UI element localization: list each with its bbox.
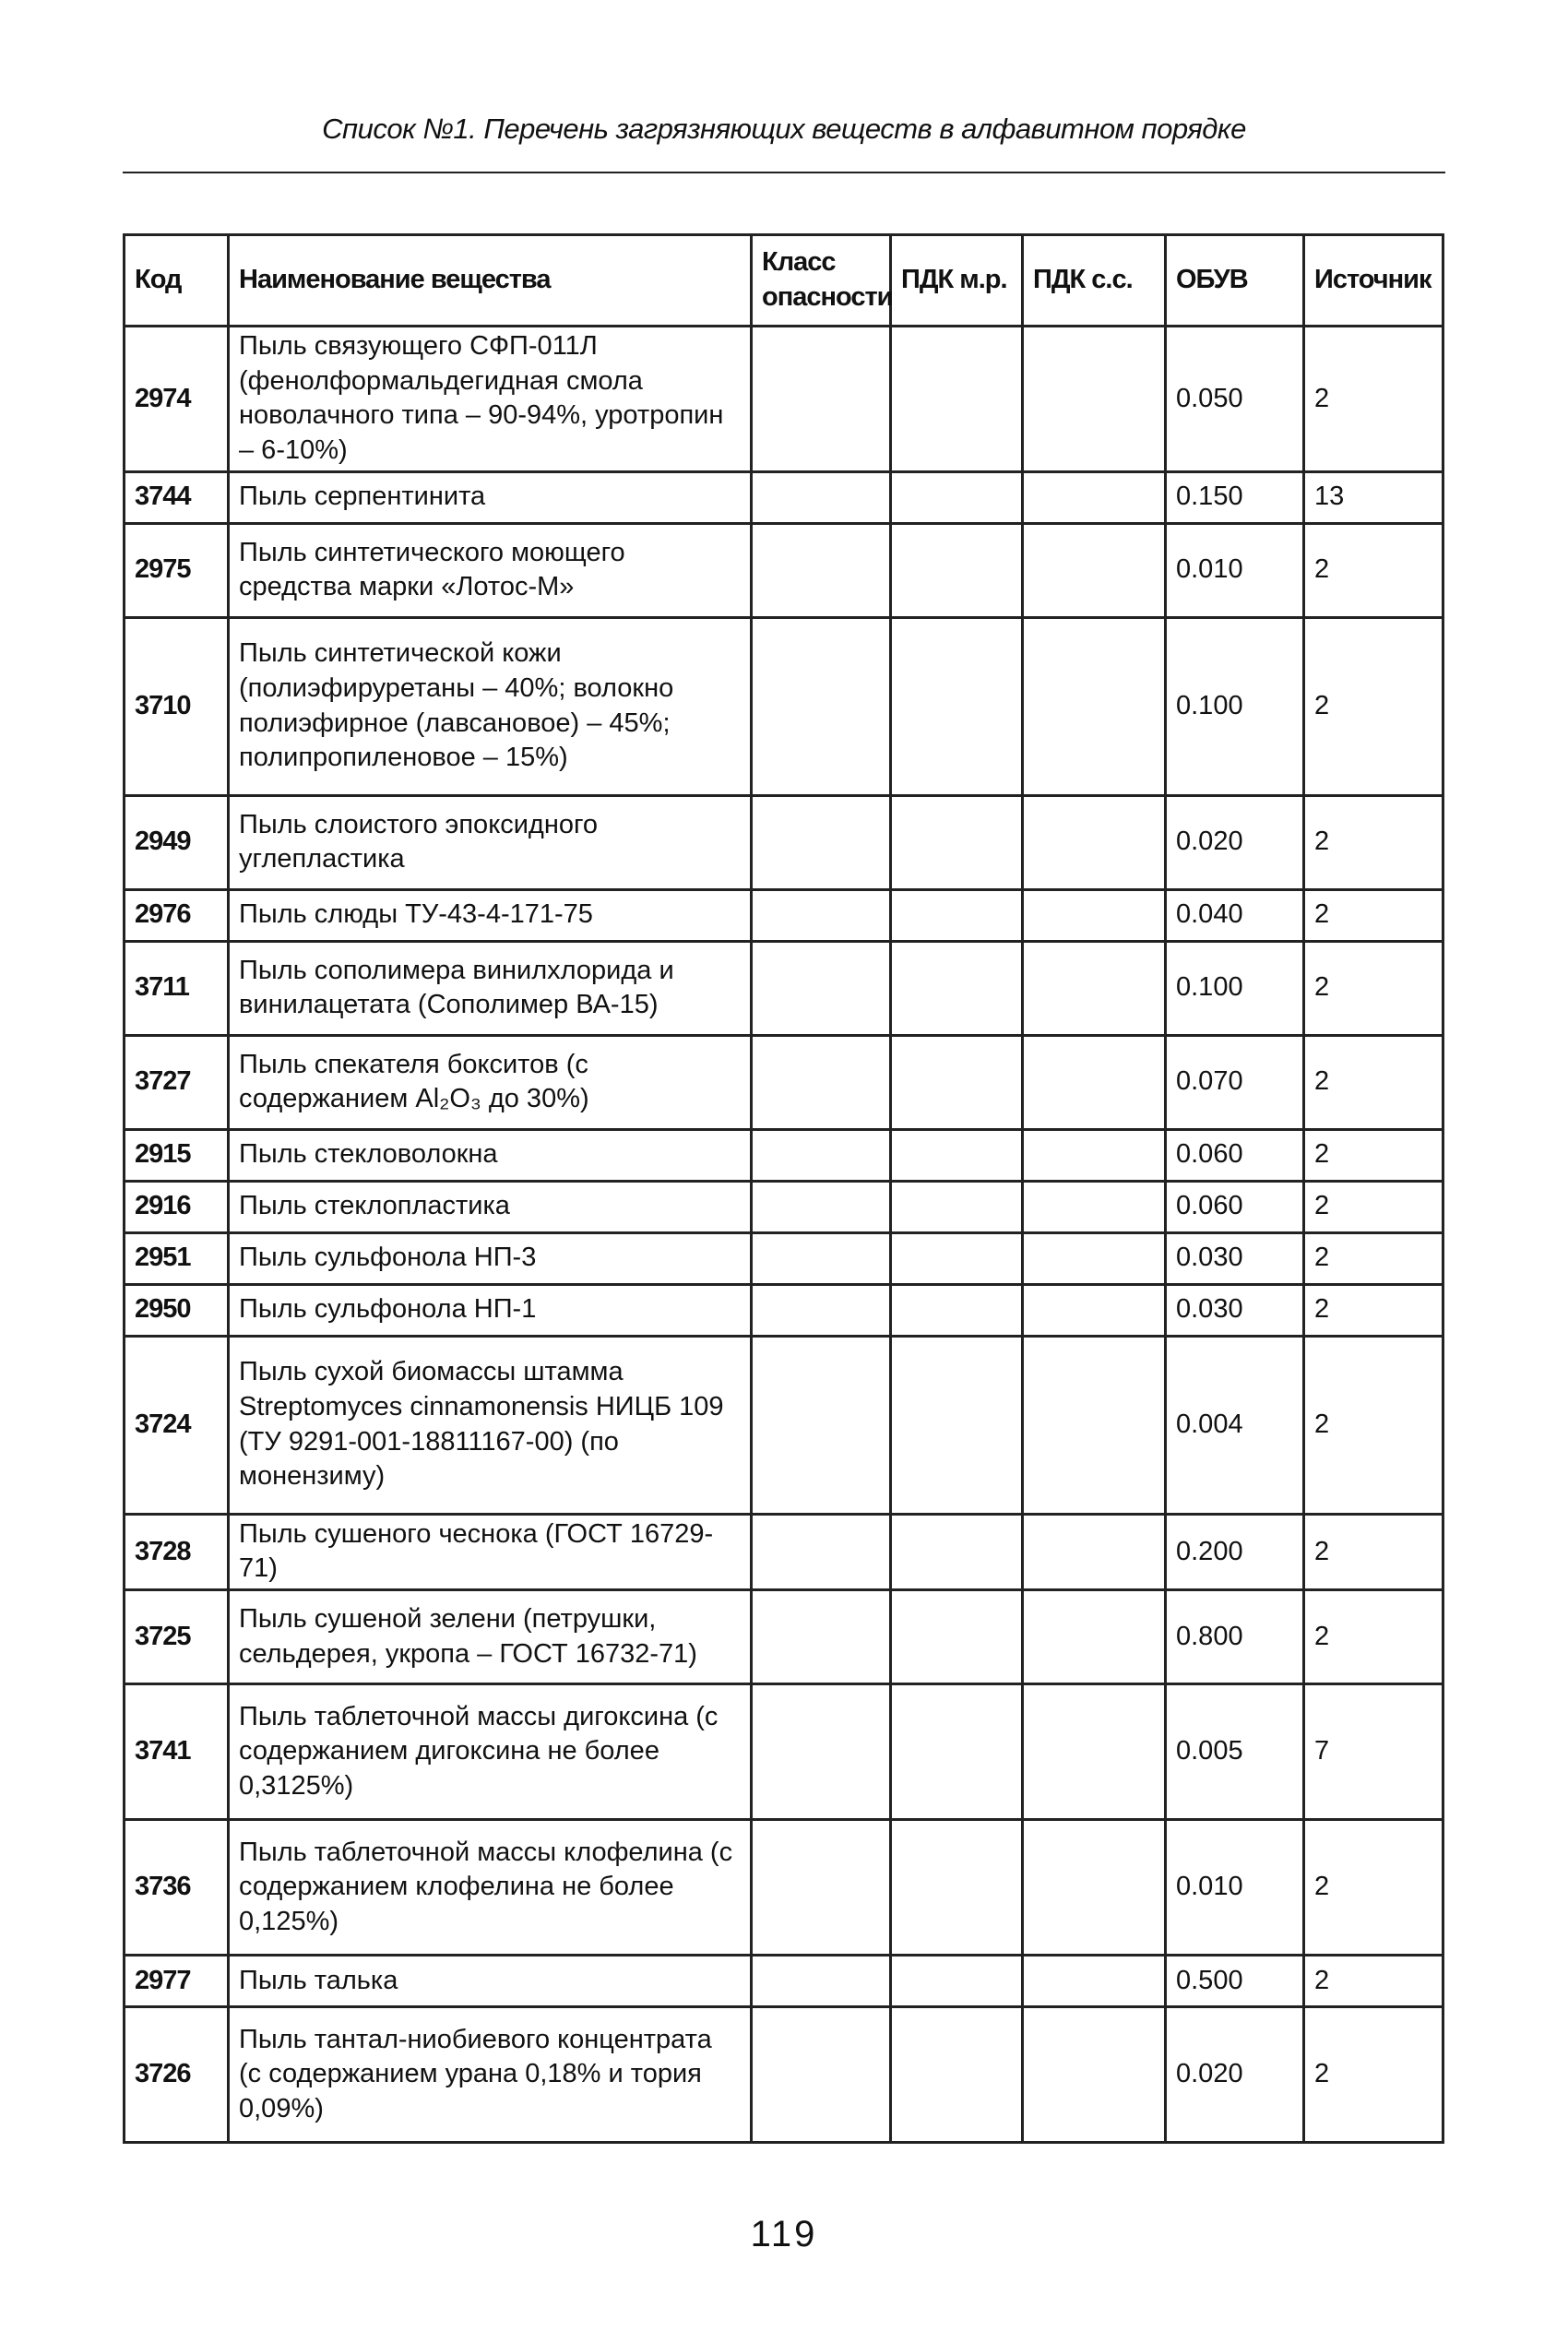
cell-source: 2 [1304,2007,1443,2143]
cell-code: 2974 [125,327,229,472]
cell-pdk-ss [1023,1684,1166,1820]
cell-pdk-ss [1023,2007,1166,2143]
cell-obuv: 0.005 [1166,1684,1304,1820]
cell-pdk-ss [1023,617,1166,795]
cell-hazard-class [752,1232,891,1284]
cell-name: Пыль таблеточной массы дигоксина (с содержанием дигоксина не более 0,3125%) [229,1684,752,1820]
cell-obuv: 0.030 [1166,1232,1304,1284]
cell-pdk-ss [1023,1035,1166,1129]
cell-code: 2949 [125,795,229,889]
cell-pdk-mr [891,1590,1023,1684]
cell-code: 2916 [125,1181,229,1232]
cell-obuv: 0.020 [1166,795,1304,889]
cell-source: 2 [1304,889,1443,941]
table-row [125,1956,1443,2007]
cell-code: 3727 [125,1035,229,1129]
table-row [125,1590,1443,1684]
cell-hazard-class [752,941,891,1035]
cell-name: Пыль сухой биомассы штамма Streptomyces cinnamonensis НИЦБ 109 (ТУ 9291-001-18811167-00) (по монензиму) [229,1336,752,1514]
cell-pdk-mr [891,471,1023,523]
cell-obuv: 0.050 [1166,327,1304,472]
cell-source: 2 [1304,1956,1443,2007]
cell-name: Пыль синтетической кожи (полиэфируретаны – 40%; волокно полиэфирное (лавсановое) – 45%; полипропиленовое – 15%) [229,617,752,795]
table-row [125,941,1443,1035]
cell-hazard-class [752,327,891,472]
page-header-title: Список №1. Перечень загрязняющих веществ в алфавитном порядке [322,113,1246,145]
cell-hazard-class [752,1336,891,1514]
cell-obuv: 0.060 [1166,1129,1304,1181]
cell-name: Пыль тантал-ниобиевого концентрата (с содержанием урана 0,18% и тория 0,09%) [229,2007,752,2143]
col-header-pdk-mr: ПДК м.р. [891,235,1023,327]
cell-obuv: 0.150 [1166,471,1304,523]
cell-pdk-mr [891,2007,1023,2143]
cell-pdk-ss [1023,941,1166,1035]
cell-obuv: 0.040 [1166,889,1304,941]
cell-hazard-class [752,1956,891,2007]
table-row [125,471,1443,523]
cell-obuv: 0.500 [1166,1956,1304,2007]
cell-pdk-mr [891,795,1023,889]
col-header-source: Источник [1304,235,1443,327]
table-row [125,1232,1443,1284]
cell-code: 3726 [125,2007,229,2143]
cell-hazard-class [752,1684,891,1820]
cell-pdk-ss [1023,1129,1166,1181]
cell-source: 2 [1304,795,1443,889]
cell-hazard-class [752,795,891,889]
cell-hazard-class [752,1129,891,1181]
cell-pdk-ss [1023,1820,1166,1956]
cell-name: Пыль таблеточной массы клофелина (с содержанием клофелина не более 0,125%) [229,1820,752,1956]
cell-pdk-ss [1023,471,1166,523]
cell-pdk-mr [891,327,1023,472]
cell-name: Пыль слюды ТУ-43-4-171-75 [229,889,752,941]
cell-name: Пыль талька [229,1956,752,2007]
cell-code: 2915 [125,1129,229,1181]
cell-obuv: 0.200 [1166,1514,1304,1589]
cell-name: Пыль сушеного чеснока (ГОСТ 16729-71) [229,1514,752,1589]
table-row [125,327,1443,472]
col-header-hazard-class: Класс опасности [752,235,891,327]
table-row [125,1336,1443,1514]
cell-hazard-class [752,889,891,941]
table-row [125,1820,1443,1956]
cell-hazard-class [752,1035,891,1129]
cell-pdk-ss [1023,1514,1166,1589]
cell-pdk-mr [891,1129,1023,1181]
cell-name: Пыль серпентинита [229,471,752,523]
cell-source: 13 [1304,471,1443,523]
table-row [125,1284,1443,1336]
cell-pdk-mr [891,1956,1023,2007]
cell-source: 2 [1304,1035,1443,1129]
header-divider [123,172,1445,173]
cell-hazard-class [752,471,891,523]
cell-obuv: 0.020 [1166,2007,1304,2143]
cell-pdk-ss [1023,1284,1166,1336]
table-header-row [125,235,1443,327]
table-row [125,2007,1443,2143]
cell-hazard-class [752,1181,891,1232]
cell-source: 2 [1304,1336,1443,1514]
table-row [125,1181,1443,1232]
cell-pdk-ss [1023,327,1166,472]
cell-pdk-ss [1023,523,1166,617]
cell-source: 2 [1304,1590,1443,1684]
cell-hazard-class [752,617,891,795]
cell-source: 2 [1304,1129,1443,1181]
cell-obuv: 0.004 [1166,1336,1304,1514]
cell-name: Пыль синтетического моющего средства марки «Лотос-М» [229,523,752,617]
table-row [125,523,1443,617]
cell-code: 3724 [125,1336,229,1514]
cell-hazard-class [752,1284,891,1336]
cell-obuv: 0.100 [1166,617,1304,795]
cell-code: 3728 [125,1514,229,1589]
cell-name: Пыль слоистого эпоксидного углепластика [229,795,752,889]
cell-name: Пыль спекателя бокситов (с содержанием Al₂O₃ до 30%) [229,1035,752,1129]
cell-obuv: 0.070 [1166,1035,1304,1129]
cell-hazard-class [752,1514,891,1589]
cell-pdk-mr [891,941,1023,1035]
cell-code: 3710 [125,617,229,795]
cell-pdk-ss [1023,1232,1166,1284]
table-row [125,1514,1443,1589]
cell-hazard-class [752,1590,891,1684]
cell-pdk-mr [891,1820,1023,1956]
cell-obuv: 0.010 [1166,523,1304,617]
cell-pdk-mr [891,617,1023,795]
cell-source: 2 [1304,1284,1443,1336]
cell-code: 2975 [125,523,229,617]
pollutants-table [123,233,1444,2144]
cell-pdk-mr [891,1284,1023,1336]
table-row [125,1684,1443,1820]
cell-code: 2977 [125,1956,229,2007]
cell-pdk-mr [891,889,1023,941]
cell-hazard-class [752,523,891,617]
cell-code: 3725 [125,1590,229,1684]
cell-pdk-mr [891,1684,1023,1820]
cell-obuv: 0.060 [1166,1181,1304,1232]
cell-pdk-mr [891,1336,1023,1514]
cell-source: 2 [1304,1181,1443,1232]
cell-pdk-ss [1023,795,1166,889]
cell-code: 3744 [125,471,229,523]
cell-obuv: 0.010 [1166,1820,1304,1956]
cell-pdk-mr [891,1035,1023,1129]
table-row [125,617,1443,795]
cell-source: 2 [1304,617,1443,795]
cell-obuv: 0.800 [1166,1590,1304,1684]
table-row [125,795,1443,889]
cell-name: Пыль стеклопластика [229,1181,752,1232]
cell-code: 3711 [125,941,229,1035]
cell-source: 2 [1304,1514,1443,1589]
cell-pdk-ss [1023,889,1166,941]
cell-source: 2 [1304,1820,1443,1956]
cell-source: 7 [1304,1684,1443,1820]
cell-obuv: 0.030 [1166,1284,1304,1336]
cell-hazard-class [752,1820,891,1956]
col-header-name: Наименование вещества [229,235,752,327]
table-row [125,1035,1443,1129]
cell-pdk-mr [891,1181,1023,1232]
table-row [125,889,1443,941]
cell-code: 3736 [125,1820,229,1956]
cell-name: Пыль сушеной зелени (петрушки, сельдерея, укропа – ГОСТ 16732-71) [229,1590,752,1684]
cell-pdk-mr [891,1232,1023,1284]
cell-name: Пыль сульфонола НП-3 [229,1232,752,1284]
table-row [125,1129,1443,1181]
cell-pdk-ss [1023,1956,1166,2007]
cell-name: Пыль связующего СФП-011Л (фенолформальдегидная смола новолачного типа – 90-94%, уротропин – 6-10%) [229,327,752,472]
cell-pdk-ss [1023,1590,1166,1684]
cell-source: 2 [1304,941,1443,1035]
col-header-pdk-ss: ПДК с.с. [1023,235,1166,327]
cell-hazard-class [752,2007,891,2143]
page-number: 119 [750,2214,818,2254]
cell-source: 2 [1304,523,1443,617]
cell-name: Пыль сополимера винилхлорида и винилацетата (Сополимер ВА-15) [229,941,752,1035]
cell-source: 2 [1304,327,1443,472]
cell-name: Пыль стекловолокна [229,1129,752,1181]
cell-source: 2 [1304,1232,1443,1284]
cell-pdk-ss [1023,1336,1166,1514]
cell-pdk-mr [891,1514,1023,1589]
cell-pdk-ss [1023,1181,1166,1232]
cell-name: Пыль сульфонола НП-1 [229,1284,752,1336]
cell-code: 3741 [125,1684,229,1820]
cell-code: 2950 [125,1284,229,1336]
cell-code: 2951 [125,1232,229,1284]
col-header-code: Код [125,235,229,327]
cell-obuv: 0.100 [1166,941,1304,1035]
col-header-obuv: ОБУВ [1166,235,1304,327]
cell-pdk-mr [891,523,1023,617]
cell-code: 2976 [125,889,229,941]
